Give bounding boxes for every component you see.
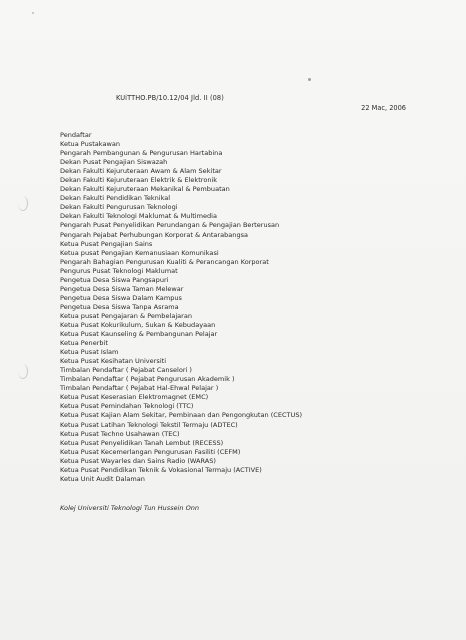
- list-item: Timbalan Pendaftar ( Pejabat Hal-Ehwal Pelajar ): [60, 384, 219, 393]
- list-item: Pengetua Desa Siswa Taman Melewar: [60, 284, 184, 293]
- list-item: Ketua Pusat Wayarles dan Sains Radio (WARAS): [60, 456, 216, 465]
- institution-signature: Kolej Universiti Teknologi Tun Hussein Onn: [60, 504, 200, 512]
- list-item: Timbalan Pendaftar ( Pejabat Pengurusan Akademik ): [60, 375, 235, 384]
- list-item: Pengetua Desa Siswa Dalam Kampus: [60, 293, 182, 302]
- scan-speck: [32, 12, 34, 14]
- list-item: Pengetua Desa Siswa Tanpa Asrama: [60, 302, 179, 311]
- reference-number: KUiTTHO.PB/10.12/04 Jld. II (08): [116, 94, 224, 102]
- list-item: Dekan Fakulti Teknologi Maklumat & Multimedia: [60, 212, 217, 221]
- list-item: Dekan Fakulti Pengurusan Teknologi: [60, 203, 178, 212]
- list-item: Pengarah Pembangunan & Pengurusan Hartabina: [60, 149, 223, 158]
- list-item: Pendaftar: [60, 131, 92, 139]
- list-item: Ketua Pusat Keserasian Elektromagnet (EMC): [60, 393, 209, 402]
- list-item: Pengetua Desa Siswa Pangsapuri: [60, 275, 169, 284]
- list-item: Timbalan Pendaftar ( Pejabat Canselori ): [60, 366, 192, 375]
- list-item: Ketua Pusat Kesihatan Universiti: [60, 357, 167, 366]
- list-item: Ketua Pusat Islam: [60, 348, 119, 357]
- list-item: Dekan Fakulti Kejuruteraan Awam & Alam Sekitar: [60, 167, 222, 176]
- list-item: Pengurus Pusat Teknologi Maklumat: [60, 266, 178, 275]
- list-item: Ketua Pustakawan: [60, 140, 120, 149]
- list-item: Ketua pusat Pengajian Kemanusiaan Komunikasi: [60, 248, 219, 257]
- list-item: Dekan Fakulti Kejuruteraan Elektrik & Elektronik: [60, 176, 218, 185]
- list-item: Dekan Fakulti Kejuruteraan Mekanikal & Pembuatan: [60, 185, 230, 194]
- list-item: Pengarah Pejabat Perhubungan Korporat & Antarabangsa: [60, 230, 249, 239]
- punch-hole-mark: [18, 196, 28, 211]
- scan-speck: [308, 78, 311, 81]
- list-item: Ketua Pusat Pendidikan Teknik & Vokasional Termaju (ACTIVE): [60, 465, 262, 474]
- list-item: Ketua Pusat Penyelidikan Tanah Lembut (RECESS): [60, 438, 224, 447]
- list-item: Pengarah Bahagian Pengurusan Kualiti & Perancangan Korporat: [60, 257, 269, 266]
- letter-date: 22 Mac, 2006: [361, 104, 406, 112]
- list-item: Ketua Pusat Kaunseling & Pembangunan Pelajar: [60, 330, 218, 339]
- list-item: Ketua Pusat Kokurikulum, Sukan & Kebudayaan: [60, 320, 216, 329]
- list-item: Ketua Pusat Kecemerlangan Pengurusan Fasiliti (CEFM): [60, 447, 241, 456]
- punch-hole-mark: [18, 364, 28, 379]
- list-item: Ketua Penerbit: [60, 339, 108, 348]
- list-item: Ketua Pusat Latihan Teknologi Tekstil Termaju (ADTEC): [60, 420, 238, 429]
- list-item: Dekan Fakulti Pendidikan Teknikal: [60, 194, 171, 203]
- list-item: Ketua pusat Pengajaran & Pembelajaran: [60, 311, 193, 320]
- distribution-list: [60, 131, 445, 484]
- list-item: Ketua Unit Audit Dalaman: [60, 474, 145, 483]
- list-item: Ketua Pusat Kajian Alam Sekitar, Pembinaan dan Pengongkutan (CECTUS): [60, 411, 303, 420]
- list-item: Dekan Pusat Pengajian Siswazah: [60, 158, 168, 167]
- list-item: Pengarah Pusat Penyelidikan Perundangan & Pengajian Berterusan: [60, 221, 280, 230]
- list-item: Ketua Pusat Pemindahan Teknologi (TTC): [60, 402, 194, 411]
- list-item: Ketua Pusat Techno Usahawan (TEC): [60, 429, 180, 438]
- list-item: Ketua Pusat Pengajian Sains: [60, 239, 153, 248]
